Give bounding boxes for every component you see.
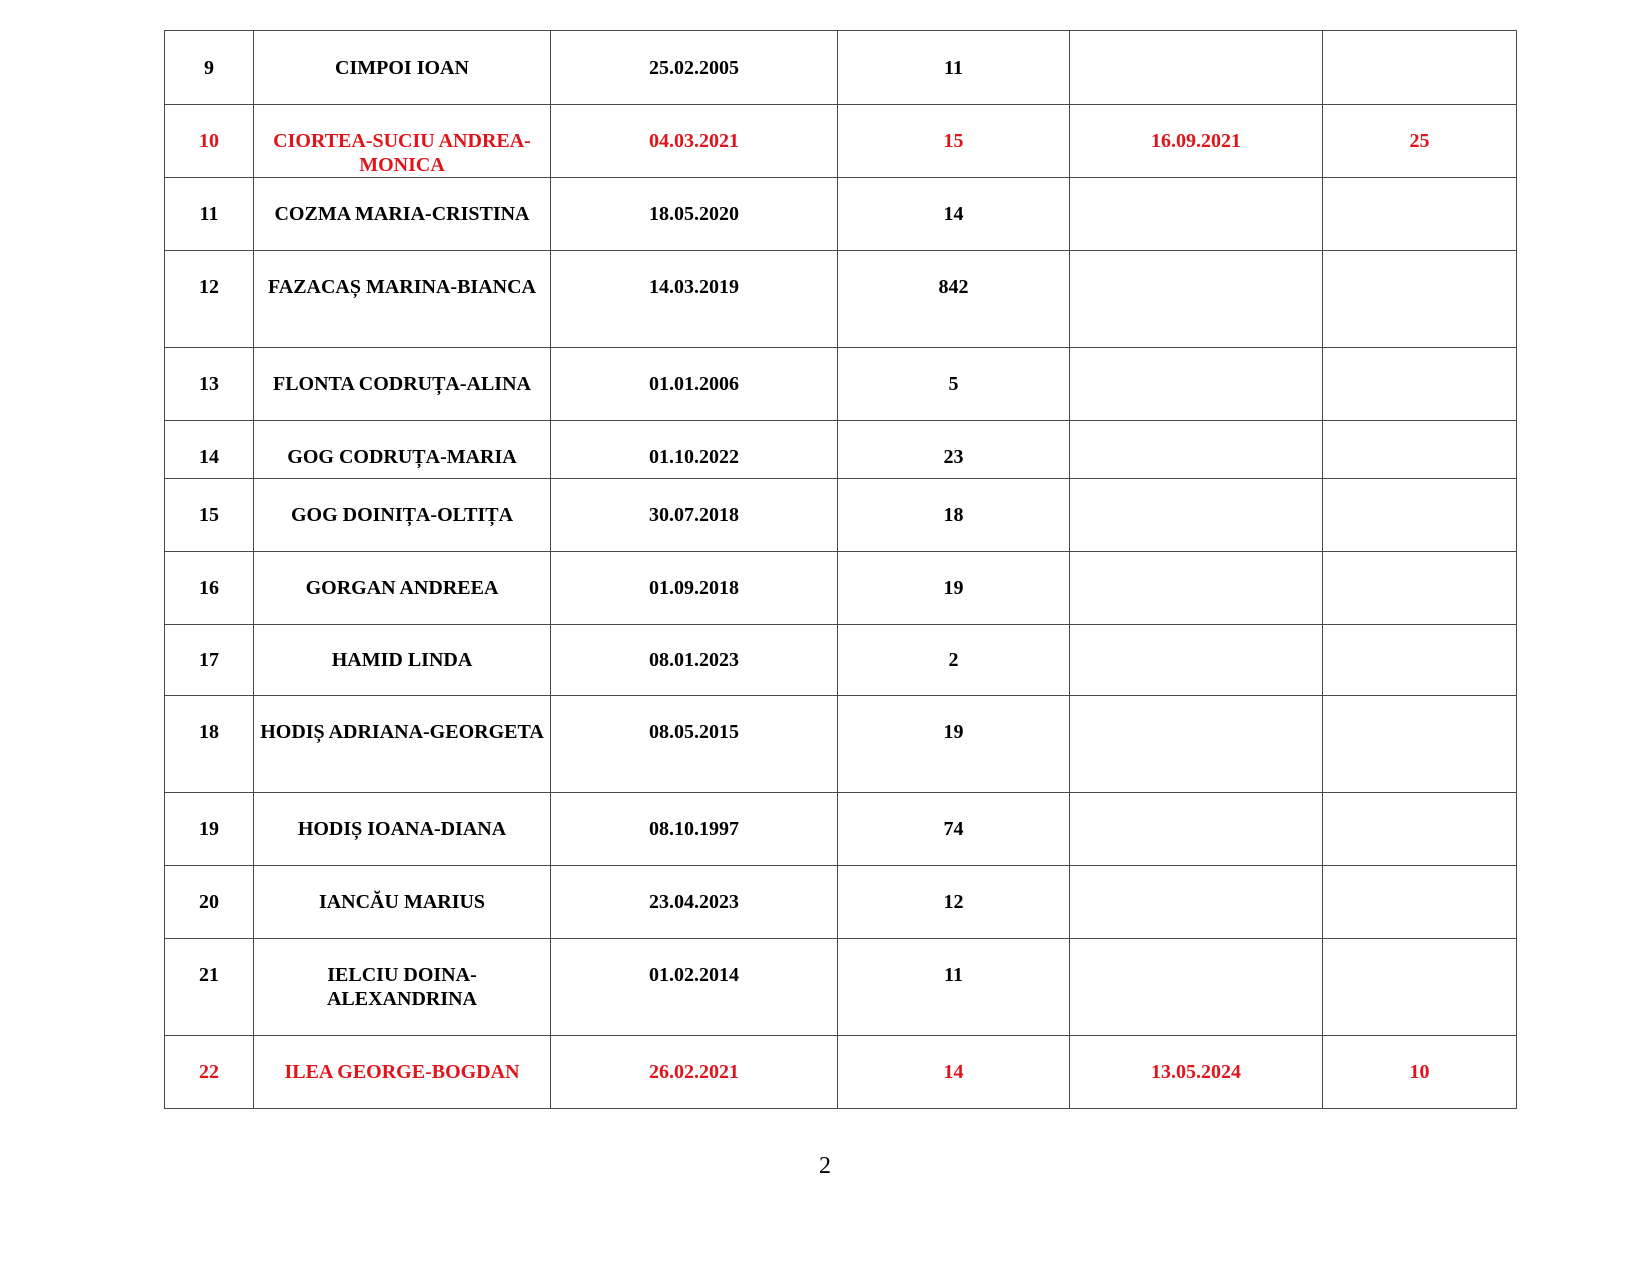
table-row (165, 251, 1517, 348)
first-value: 11 (838, 31, 1070, 105)
first-value: 5 (838, 348, 1070, 421)
start-date: 14.03.2019 (551, 251, 838, 348)
start-date: 25.02.2005 (551, 31, 838, 105)
second-value (1323, 251, 1517, 348)
row-number: 22 (165, 1036, 254, 1109)
second-value (1323, 939, 1517, 1036)
table-row (165, 696, 1517, 793)
start-date: 04.03.2021 (551, 105, 838, 178)
table-row (165, 479, 1517, 552)
second-date (1070, 696, 1323, 793)
second-value: 25 (1323, 105, 1517, 178)
start-date: 08.05.2015 (551, 696, 838, 793)
row-number: 18 (165, 696, 254, 793)
second-date (1070, 178, 1323, 251)
row-number: 9 (165, 31, 254, 105)
second-date (1070, 479, 1323, 552)
row-number: 15 (165, 479, 254, 552)
row-number: 17 (165, 625, 254, 696)
second-date: 13.05.2024 (1070, 1036, 1323, 1109)
table-row (165, 421, 1517, 479)
second-value (1323, 793, 1517, 866)
row-number: 12 (165, 251, 254, 348)
person-name: IELCIU DOINA-ALEXANDRINA (254, 939, 551, 1036)
start-date: 18.05.2020 (551, 178, 838, 251)
second-value (1323, 552, 1517, 625)
second-date (1070, 31, 1323, 105)
second-value (1323, 31, 1517, 105)
start-date: 30.07.2018 (551, 479, 838, 552)
table-row (165, 105, 1517, 178)
second-date: 16.09.2021 (1070, 105, 1323, 178)
table-row (165, 939, 1517, 1036)
first-value: 14 (838, 178, 1070, 251)
table-row (165, 552, 1517, 625)
person-name: HODIȘ IOANA-DIANA (254, 793, 551, 866)
second-value (1323, 866, 1517, 939)
row-number: 20 (165, 866, 254, 939)
person-name: GOG CODRUȚA-MARIA (254, 421, 551, 479)
second-date (1070, 348, 1323, 421)
table-row (165, 348, 1517, 421)
row-number: 10 (165, 105, 254, 178)
table-row (165, 1036, 1517, 1109)
person-name: HODIȘ ADRIANA-GEORGETA (254, 696, 551, 793)
person-name: ILEA GEORGE-BOGDAN (254, 1036, 551, 1109)
person-name: FLONTA CODRUȚA-ALINA (254, 348, 551, 421)
second-date (1070, 866, 1323, 939)
second-date (1070, 421, 1323, 479)
row-number: 11 (165, 178, 254, 251)
table-row (165, 866, 1517, 939)
row-number: 14 (165, 421, 254, 479)
first-value: 11 (838, 939, 1070, 1036)
first-value: 12 (838, 866, 1070, 939)
first-value: 2 (838, 625, 1070, 696)
second-value (1323, 625, 1517, 696)
second-value (1323, 696, 1517, 793)
second-date (1070, 552, 1323, 625)
row-number: 16 (165, 552, 254, 625)
person-name: FAZACAȘ MARINA-BIANCA (254, 251, 551, 348)
person-name: CIORTEA-SUCIU ANDREA-MONICA (254, 105, 551, 178)
first-value: 19 (838, 696, 1070, 793)
page-number: 2 (819, 1153, 831, 1179)
start-date: 08.10.1997 (551, 793, 838, 866)
first-value: 15 (838, 105, 1070, 178)
second-value: 10 (1323, 1036, 1517, 1109)
start-date: 01.09.2018 (551, 552, 838, 625)
table-row (165, 31, 1517, 105)
second-value (1323, 178, 1517, 251)
person-name: HAMID LINDA (254, 625, 551, 696)
first-value: 18 (838, 479, 1070, 552)
table-row (165, 178, 1517, 251)
first-value: 842 (838, 251, 1070, 348)
person-name: COZMA MARIA-CRISTINA (254, 178, 551, 251)
roster-table (164, 30, 1517, 1109)
row-number: 19 (165, 793, 254, 866)
second-date (1070, 625, 1323, 696)
second-date (1070, 251, 1323, 348)
start-date: 01.10.2022 (551, 421, 838, 479)
start-date: 01.01.2006 (551, 348, 838, 421)
second-value (1323, 348, 1517, 421)
table-row (165, 625, 1517, 696)
first-value: 23 (838, 421, 1070, 479)
start-date: 23.04.2023 (551, 866, 838, 939)
first-value: 19 (838, 552, 1070, 625)
table-row (165, 793, 1517, 866)
row-number: 21 (165, 939, 254, 1036)
start-date: 08.01.2023 (551, 625, 838, 696)
second-value (1323, 479, 1517, 552)
start-date: 26.02.2021 (551, 1036, 838, 1109)
first-value: 74 (838, 793, 1070, 866)
row-number: 13 (165, 348, 254, 421)
person-name: GOG DOINIȚA-OLTIȚA (254, 479, 551, 552)
second-date (1070, 793, 1323, 866)
first-value: 14 (838, 1036, 1070, 1109)
person-name: CIMPOI IOAN (254, 31, 551, 105)
second-date (1070, 939, 1323, 1036)
start-date: 01.02.2014 (551, 939, 838, 1036)
person-name: GORGAN ANDREEA (254, 552, 551, 625)
second-value (1323, 421, 1517, 479)
person-name: IANCĂU MARIUS (254, 866, 551, 939)
